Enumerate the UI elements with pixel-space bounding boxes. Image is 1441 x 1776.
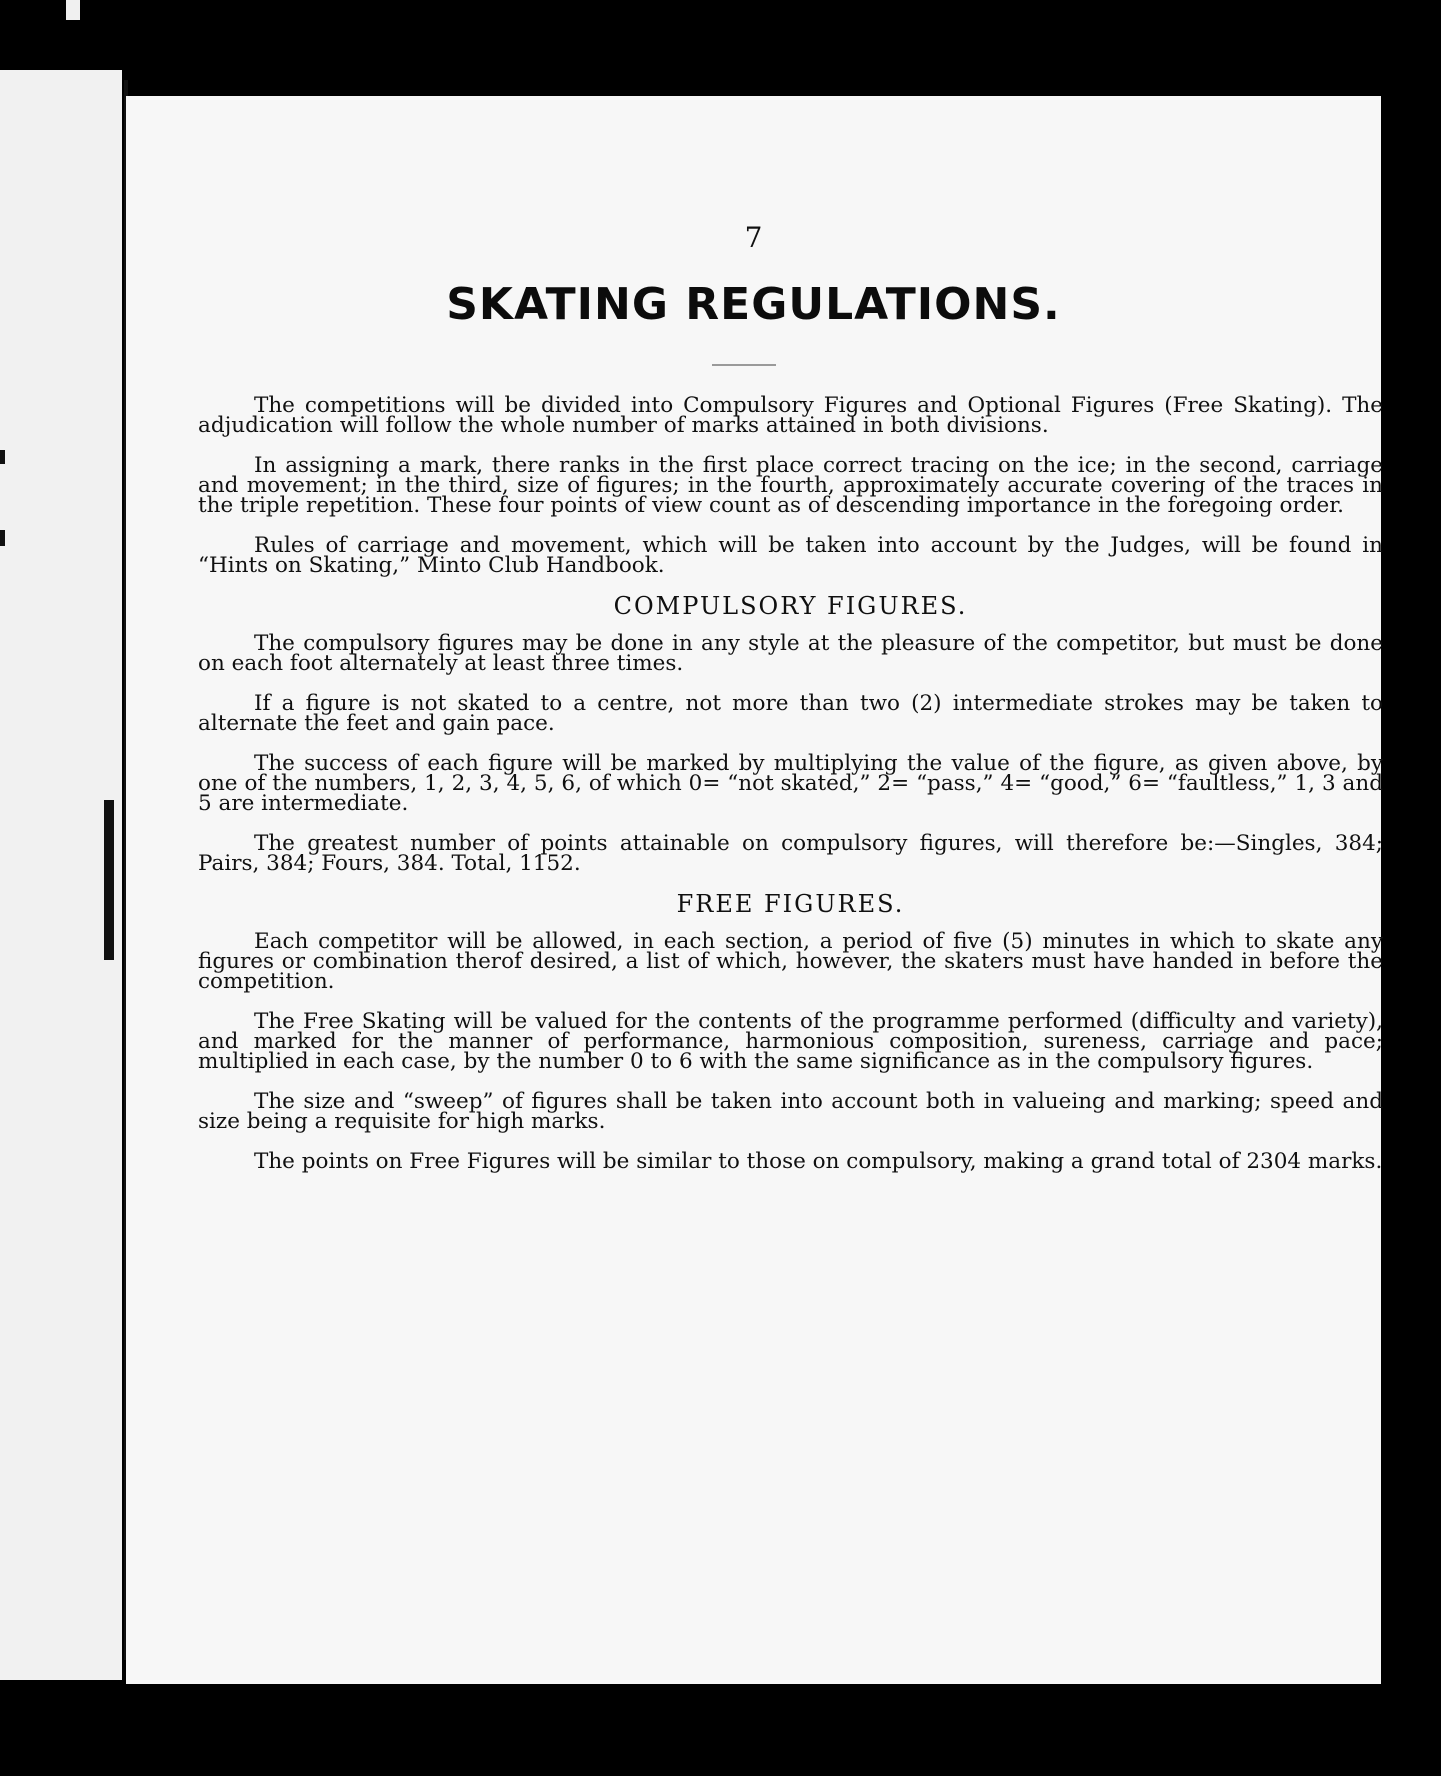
document-page — [126, 96, 1381, 1684]
facing-page-edge — [0, 70, 122, 1680]
free-paragraph: The points on Free Figures will be similar to those on compulsory, making a grand total of 2304 marks. — [254, 1149, 1383, 1174]
section-heading-free: FREE FIGURES. — [676, 890, 905, 918]
compulsory-paragraph: If a figure is not skated to a centre, not more than two (2) intermediate strokes may be taken to alternate the feet and gain pace. — [198, 691, 1383, 736]
title-divider — [712, 364, 776, 366]
scan-mark — [104, 800, 114, 960]
intro-paragraph: The competitions will be divided into Compulsory Figures and Optional Figures (Free Skating). The adjudication will follow the whole number of marks attained in both divisions. — [198, 393, 1383, 438]
free-paragraph: Each competitor will be allowed, in each section, a period of five (5) minutes in which to skate any figures or combination therof desired, a list of which, however, the skaters must have handed in before the competition. — [198, 929, 1383, 994]
intro-paragraph: In assigning a mark, there ranks in the first place correct tracing on the ice; in the second, carriage and movement; in the third, size of figures; in the fourth, approximately accurate covering of the traces in the triple repetition. These four points of view count as of descending importance in the foregoing order. — [198, 453, 1383, 518]
compulsory-paragraph: The success of each figure will be marked by multiplying the value of the figure, as given above, by one of the numbers, 1, 2, 3, 4, 5, 6, of which 0= “not skated,” 2= “pass,” 4= “good,” 6= “faultless,” 1, 3 and 5 are intermediate. — [198, 751, 1383, 816]
compulsory-paragraph: The compulsory figures may be done in any style at the pleasure of the competitor, but must be done on each foot alternately at least three times. — [198, 631, 1383, 676]
page-title: SKATING REGULATIONS. — [446, 279, 1061, 330]
free-paragraph: The size and “sweep” of figures shall be taken into account both in valueing and marking; speed and size being a requisite for high marks. — [198, 1089, 1383, 1134]
regulations-body — [198, 393, 1383, 1192]
page-number: 7 — [744, 221, 763, 254]
scan-mark — [0, 450, 5, 464]
intro-paragraph: Rules of carriage and movement, which will be taken into account by the Judges, will be found in “Hints on Skating,” Minto Club Handbook. — [198, 533, 1383, 578]
scan-mark — [0, 530, 5, 546]
compulsory-paragraph: The greatest number of points attainable on compulsory figures, will therefore be:—Singles, 384; Pairs, 384; Fours, 384. Total, 1152. — [198, 831, 1383, 876]
scan-speck — [66, 0, 80, 20]
section-heading-compulsory: COMPULSORY FIGURES. — [613, 592, 968, 620]
free-paragraph: The Free Skating will be valued for the contents of the programme performed (difficulty and variety), and marked for the manner of performance, harmonious composition, sureness, carriage and pace; multiplied in each case, by the number 0 to 6 with the same significance as in the compulsory figures. — [198, 1009, 1383, 1074]
